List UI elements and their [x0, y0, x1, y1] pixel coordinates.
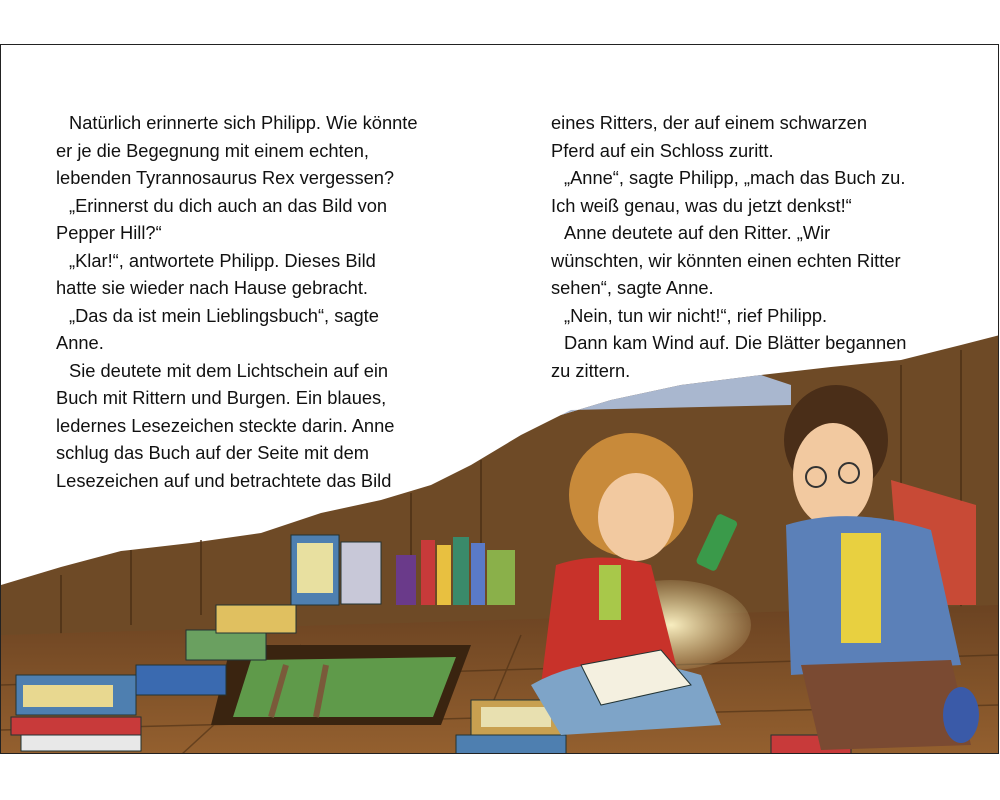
text-line: Sie deutete mit dem Lichtschein auf ein [69, 359, 389, 381]
text-line: wünschten, wir könnten einen echten Ritter [551, 249, 901, 271]
text-line: „Nein, tun wir nicht!“, rief Philipp. [564, 304, 828, 326]
text-line: „Klar!“, antwortete Philipp. Dieses Bild [69, 249, 376, 271]
text-line: Pferd auf ein Schloss zuritt. [551, 139, 774, 161]
text-line: ledernes Lesezeichen steckte darin. Anne [56, 414, 395, 436]
text-column-left [56, 109, 418, 494]
text-line: lebenden Tyrannosaurus Rex vergessen? [56, 167, 395, 188]
text-line: hatte sie wieder nach Hause gebracht. [56, 277, 368, 298]
text-line: Dann kam Wind auf. Die Blätter begannen [564, 332, 907, 353]
text-line: Pepper Hill?“ [56, 222, 162, 243]
text-line: sehen“, sagte Anne. [551, 277, 714, 298]
text-line: zu zittern. [551, 359, 631, 381]
text-line: Anne deutete auf den Ritter. „Wir [564, 222, 831, 243]
text-line: „Erinnerst du dich auch an das Bild von [69, 194, 388, 216]
text-line: eines Ritters, der auf einem schwarzen [551, 112, 868, 133]
text-line: Natürlich erinnerte sich Philipp. Wie könnte [69, 112, 418, 133]
text-line: „Anne“, sagte Philipp, „mach das Buch zu. [564, 167, 906, 188]
text-column-right [551, 109, 906, 384]
text-line: Ich weiß genau, was du jetzt denkst!“ [551, 194, 852, 216]
text-line: schlug das Buch auf der Seite mit dem [56, 442, 369, 463]
text-line: Buch mit Rittern und Burgen. Ein blaues, [56, 387, 387, 408]
book-spread [0, 44, 999, 754]
text-line: er je die Begegnung mit einem echten, [56, 139, 370, 161]
text-line: „Das da ist mein Lieblingsbuch“, sagte [69, 304, 379, 326]
trapdoor-grass [233, 657, 456, 717]
text-line: Anne. [56, 332, 104, 353]
text-line: Lesezeichen auf und betrachtete das Bild [56, 469, 392, 491]
